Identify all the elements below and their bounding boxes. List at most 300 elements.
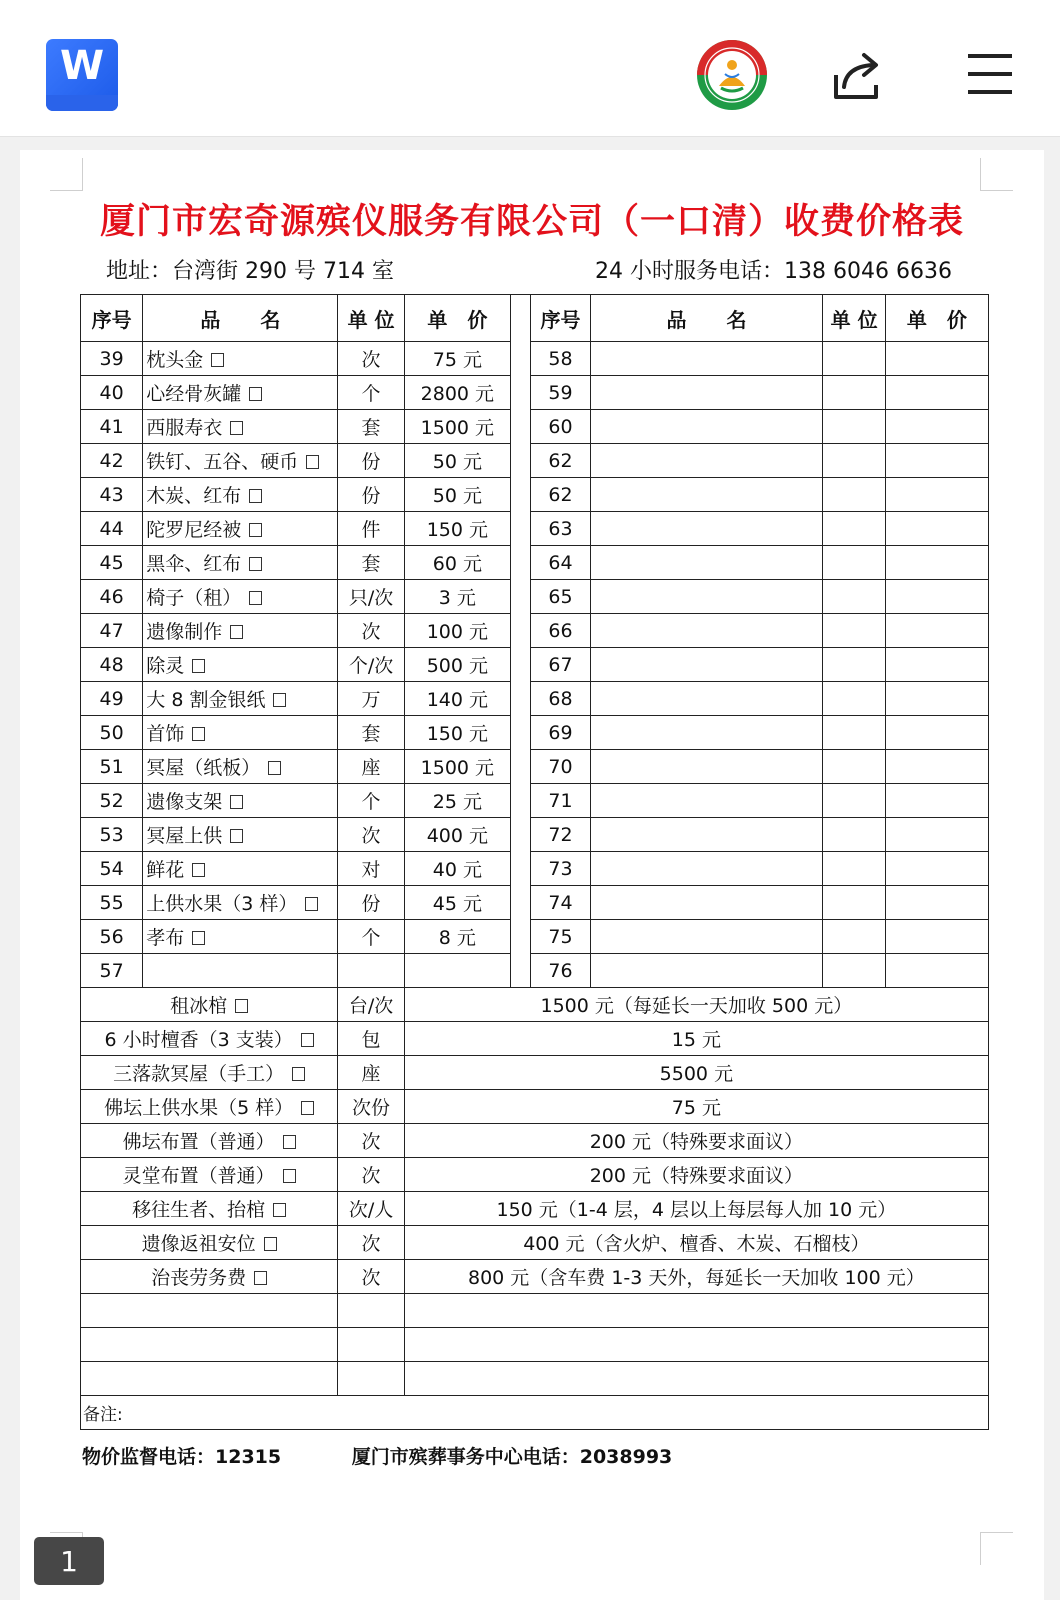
item-unit-right <box>823 478 885 512</box>
item-unit: 套 <box>338 716 404 750</box>
item-price-right <box>885 614 988 648</box>
company-address: 地址：台湾街 290 号 714 室 <box>106 259 394 284</box>
word-app-icon[interactable] <box>46 39 118 111</box>
checkbox[interactable] <box>268 761 281 775</box>
item-name: 铁钉、五谷、硬币 <box>146 451 299 473</box>
blank-cell <box>338 1294 404 1328</box>
table-row <box>81 546 989 580</box>
item-price: 60 元 <box>404 546 510 580</box>
checkbox[interactable] <box>306 455 319 469</box>
item-name-cell <box>143 614 338 648</box>
column-gap <box>510 478 530 512</box>
extra-name: 治丧劳务费 <box>151 1267 247 1289</box>
item-name-cell <box>143 478 338 512</box>
header-price: 单 价 <box>404 295 510 342</box>
column-gap <box>510 954 530 988</box>
item-no: 44 <box>81 512 143 546</box>
remark-label: 备注: <box>81 1396 989 1430</box>
table-row <box>81 478 989 512</box>
item-no: 57 <box>81 954 143 988</box>
blank-cell <box>81 1328 338 1362</box>
blank-row <box>81 1328 989 1362</box>
blank-cell <box>81 1294 338 1328</box>
header-name: 品 名 <box>143 295 338 342</box>
item-price: 50 元 <box>404 478 510 512</box>
table-row <box>81 1192 989 1226</box>
item-no-right: 63 <box>531 512 590 546</box>
page-corner-mark <box>980 158 1013 191</box>
item-unit-right <box>823 376 885 410</box>
price-table-wrapper <box>80 294 989 1430</box>
item-no-right: 64 <box>531 546 590 580</box>
table-row <box>81 1090 989 1124</box>
blank-row <box>81 1362 989 1396</box>
checkbox[interactable] <box>230 829 243 843</box>
item-name-cell <box>143 886 338 920</box>
item-unit: 套 <box>338 410 404 444</box>
table-row <box>81 648 989 682</box>
item-price-right <box>885 852 988 886</box>
extra-unit: 次份 <box>338 1090 404 1124</box>
item-name-right <box>590 784 823 818</box>
table-row <box>81 954 989 988</box>
item-name-right <box>590 648 823 682</box>
item-price-right <box>885 444 988 478</box>
extra-unit: 座 <box>338 1056 404 1090</box>
table-row <box>81 444 989 478</box>
item-no-right: 70 <box>531 750 590 784</box>
item-no-right: 65 <box>531 580 590 614</box>
checkbox[interactable] <box>235 999 248 1013</box>
blank-cell <box>338 1362 404 1396</box>
column-gap <box>510 512 530 546</box>
item-price-right <box>885 342 988 376</box>
table-row <box>81 750 989 784</box>
item-unit: 只/次 <box>338 580 404 614</box>
item-no-right: 62 <box>531 478 590 512</box>
item-unit: 座 <box>338 750 404 784</box>
extra-price: 800 元（含车费 1-3 天外，每延长一天加收 100 元） <box>404 1260 988 1294</box>
item-name-cell <box>143 410 338 444</box>
item-name-right <box>590 818 823 852</box>
item-unit: 次 <box>338 342 404 376</box>
table-row <box>81 512 989 546</box>
item-unit-right <box>823 342 885 376</box>
item-name: 首饰 <box>146 723 185 745</box>
item-price-right <box>885 376 988 410</box>
extra-name-cell <box>81 1056 338 1090</box>
item-no: 45 <box>81 546 143 580</box>
column-gap <box>510 410 530 444</box>
checkbox[interactable] <box>192 931 205 945</box>
item-name-cell <box>143 920 338 954</box>
item-no: 48 <box>81 648 143 682</box>
item-name-cell <box>143 580 338 614</box>
item-name-cell <box>143 682 338 716</box>
item-price-right <box>885 648 988 682</box>
checkbox[interactable] <box>273 1203 286 1217</box>
table-row <box>81 1022 989 1056</box>
extra-price: 75 元 <box>404 1090 988 1124</box>
extra-name: 佛坛布置（普通） <box>122 1131 275 1153</box>
item-name: 心经骨灰罐 <box>146 383 242 405</box>
item-no: 41 <box>81 410 143 444</box>
service-phone: 24 小时服务电话：138 6046 6636 <box>595 259 952 284</box>
item-name-right <box>590 920 823 954</box>
column-gap <box>510 580 530 614</box>
document-page[interactable] <box>20 150 1044 1600</box>
item-no-right: 68 <box>531 682 590 716</box>
blank-cell <box>338 1328 404 1362</box>
item-no: 46 <box>81 580 143 614</box>
column-gap <box>510 614 530 648</box>
item-price: 3 元 <box>404 580 510 614</box>
checkbox[interactable] <box>283 1135 296 1149</box>
extra-name-cell <box>81 1158 338 1192</box>
item-price-right <box>885 580 988 614</box>
item-price-right <box>885 682 988 716</box>
checkbox[interactable] <box>249 523 262 537</box>
item-unit: 个 <box>338 920 404 954</box>
item-no: 39 <box>81 342 143 376</box>
checkbox[interactable] <box>192 659 205 673</box>
item-price: 100 元 <box>404 614 510 648</box>
item-unit-right <box>823 716 885 750</box>
item-name: 除灵 <box>146 655 185 677</box>
checkbox[interactable] <box>254 1271 267 1285</box>
item-unit-right <box>823 614 885 648</box>
extra-unit: 包 <box>338 1022 404 1056</box>
item-no: 42 <box>81 444 143 478</box>
checkbox[interactable] <box>249 591 262 605</box>
item-name: 西服寿衣 <box>146 417 223 439</box>
checkbox[interactable] <box>230 625 243 639</box>
item-name: 冥屋（纸板） <box>146 757 261 779</box>
column-gap <box>510 648 530 682</box>
item-price: 2800 元 <box>404 376 510 410</box>
item-name: 枕头金 <box>146 349 204 371</box>
price-hotline: 物价监督电话：12315 <box>82 1446 282 1468</box>
column-gap <box>510 444 530 478</box>
item-unit-right <box>823 546 885 580</box>
item-no-right: 69 <box>531 716 590 750</box>
item-name-right <box>590 614 823 648</box>
item-no: 43 <box>81 478 143 512</box>
item-unit: 件 <box>338 512 404 546</box>
checkbox[interactable] <box>249 387 262 401</box>
page-corner-mark <box>980 1532 1013 1565</box>
item-no: 49 <box>81 682 143 716</box>
item-price: 40 元 <box>404 852 510 886</box>
header-gap <box>510 295 530 342</box>
checkbox[interactable] <box>305 897 318 911</box>
extra-name: 移往生者、抬棺 <box>132 1199 266 1221</box>
item-name: 大 8 割金银纸 <box>146 689 266 711</box>
item-no-right: 67 <box>531 648 590 682</box>
item-price-right <box>885 716 988 750</box>
item-price: 140 元 <box>404 682 510 716</box>
extra-price: 400 元（含火炉、檀香、木炭、石榴枝） <box>404 1226 988 1260</box>
column-gap <box>510 716 530 750</box>
item-no: 54 <box>81 852 143 886</box>
item-price: 150 元 <box>404 716 510 750</box>
item-no: 50 <box>81 716 143 750</box>
item-no-right: 71 <box>531 784 590 818</box>
item-no: 51 <box>81 750 143 784</box>
funeral-center-phone: 厦门市殡葬事务中心电话：2038993 <box>351 1446 673 1468</box>
item-no-right: 74 <box>531 886 590 920</box>
blank-row <box>81 1294 989 1328</box>
item-name: 冥屋上供 <box>146 825 223 847</box>
checkbox[interactable] <box>301 1033 314 1047</box>
item-name-cell <box>143 648 338 682</box>
item-name-cell <box>143 376 338 410</box>
item-name: 木炭、红布 <box>146 485 242 507</box>
blank-cell <box>404 1294 988 1328</box>
checkbox[interactable] <box>264 1237 277 1251</box>
item-name-right <box>590 852 823 886</box>
item-no-right: 59 <box>531 376 590 410</box>
extra-name-cell <box>81 1260 338 1294</box>
extra-unit: 次 <box>338 1158 404 1192</box>
item-unit-right <box>823 580 885 614</box>
header-no: 序号 <box>81 295 143 342</box>
menu-icon[interactable] <box>966 50 1014 98</box>
share-icon[interactable] <box>830 47 886 103</box>
price-table <box>80 294 989 1430</box>
item-price-right <box>885 478 988 512</box>
item-name-cell <box>143 818 338 852</box>
item-name-right <box>590 546 823 580</box>
item-price: 1500 元 <box>404 410 510 444</box>
item-name-right <box>590 682 823 716</box>
header-unit-right: 单 位 <box>823 295 885 342</box>
item-price: 25 元 <box>404 784 510 818</box>
item-unit-right <box>823 852 885 886</box>
extra-price: 200 元（特殊要求面议） <box>404 1124 988 1158</box>
column-gap <box>510 750 530 784</box>
checkbox[interactable] <box>192 863 205 877</box>
item-name: 陀罗尼经被 <box>146 519 242 541</box>
item-price-right <box>885 410 988 444</box>
item-no: 55 <box>81 886 143 920</box>
page-number-badge[interactable]: 1 <box>34 1537 104 1585</box>
table-row <box>81 886 989 920</box>
table-row <box>81 818 989 852</box>
extra-price: 1500 元（每延长一天加收 500 元） <box>404 988 988 1022</box>
item-unit-right <box>823 920 885 954</box>
table-row <box>81 342 989 376</box>
item-price: 50 元 <box>404 444 510 478</box>
item-unit-right <box>823 954 885 988</box>
item-unit-right <box>823 512 885 546</box>
column-gap <box>510 818 530 852</box>
item-unit: 个/次 <box>338 648 404 682</box>
header-no-right: 序号 <box>531 295 590 342</box>
item-unit: 次 <box>338 614 404 648</box>
extra-name-cell <box>81 1192 338 1226</box>
item-name-cell <box>143 342 338 376</box>
column-gap <box>510 546 530 580</box>
item-price-right <box>885 546 988 580</box>
extra-name: 佛坛上供水果（5 样） <box>104 1097 294 1119</box>
item-price: 45 元 <box>404 886 510 920</box>
item-no-right: 66 <box>531 614 590 648</box>
table-row <box>81 988 989 1022</box>
item-no-right: 73 <box>531 852 590 886</box>
document-title: 厦门市宏奇源殡仪服务有限公司（一口清）收费价格表 <box>99 202 964 242</box>
extra-name: 6 小时檀香（3 支装） <box>104 1029 293 1051</box>
table-row <box>81 852 989 886</box>
item-price: 8 元 <box>404 920 510 954</box>
item-price: 400 元 <box>404 818 510 852</box>
header-unit: 单 位 <box>338 295 404 342</box>
item-price-right <box>885 954 988 988</box>
checkbox[interactable] <box>230 421 243 435</box>
item-name: 孝布 <box>146 927 185 949</box>
extra-unit: 次 <box>338 1260 404 1294</box>
item-unit: 份 <box>338 444 404 478</box>
checkbox[interactable] <box>249 489 262 503</box>
item-unit-right <box>823 648 885 682</box>
item-name-cell <box>143 784 338 818</box>
extra-price: 150 元（1-4 层，4 层以上每层每人加 10 元） <box>404 1192 988 1226</box>
blank-cell <box>404 1362 988 1396</box>
item-unit: 套 <box>338 546 404 580</box>
item-price: 75 元 <box>404 342 510 376</box>
extra-price: 5500 元 <box>404 1056 988 1090</box>
checkbox[interactable] <box>273 693 286 707</box>
column-gap <box>510 784 530 818</box>
item-unit-right <box>823 444 885 478</box>
item-name-right <box>590 512 823 546</box>
extra-name: 租冰棺 <box>170 995 228 1017</box>
checkbox[interactable] <box>292 1067 305 1081</box>
footer-contacts <box>82 1442 672 1469</box>
item-name-right <box>590 954 823 988</box>
item-name: 上供水果（3 样） <box>146 893 298 915</box>
item-name-cell <box>143 750 338 784</box>
blank-cell <box>404 1328 988 1362</box>
item-price-right <box>885 818 988 852</box>
item-unit: 个 <box>338 784 404 818</box>
table-row <box>81 682 989 716</box>
item-no: 47 <box>81 614 143 648</box>
word-icon-letter: W <box>59 43 105 89</box>
blank-cell <box>81 1362 338 1396</box>
item-no-right: 60 <box>531 410 590 444</box>
item-name: 遗像制作 <box>146 621 223 643</box>
column-gap <box>510 342 530 376</box>
item-unit-right <box>823 784 885 818</box>
extra-name-cell <box>81 1226 338 1260</box>
column-gap <box>510 920 530 954</box>
checkbox[interactable] <box>192 727 205 741</box>
item-name-right <box>590 478 823 512</box>
item-price-right <box>885 750 988 784</box>
item-price-right <box>885 784 988 818</box>
company-logo-icon <box>695 38 769 112</box>
checkbox[interactable] <box>301 1101 314 1115</box>
table-row <box>81 1260 989 1294</box>
header-price-right: 单 价 <box>885 295 988 342</box>
extra-name: 三落款冥屋（手工） <box>113 1063 285 1085</box>
item-price-right <box>885 920 988 954</box>
remark-row <box>81 1396 989 1430</box>
checkbox[interactable] <box>283 1169 296 1183</box>
item-name-cell <box>143 444 338 478</box>
item-no: 52 <box>81 784 143 818</box>
item-unit-right <box>823 682 885 716</box>
item-unit: 份 <box>338 478 404 512</box>
item-unit-right <box>823 818 885 852</box>
item-name-right <box>590 444 823 478</box>
item-no-right: 76 <box>531 954 590 988</box>
table-row <box>81 1056 989 1090</box>
table-row <box>81 410 989 444</box>
item-name: 遗像支架 <box>146 791 223 813</box>
item-name-right <box>590 376 823 410</box>
item-name: 椅子（租） <box>146 587 242 609</box>
item-name-right <box>590 716 823 750</box>
item-price: 150 元 <box>404 512 510 546</box>
checkbox[interactable] <box>230 795 243 809</box>
table-row <box>81 920 989 954</box>
table-row <box>81 614 989 648</box>
item-name-right <box>590 410 823 444</box>
table-row <box>81 1158 989 1192</box>
item-no-right: 62 <box>531 444 590 478</box>
checkbox[interactable] <box>249 557 262 571</box>
item-unit-right <box>823 410 885 444</box>
item-price: 1500 元 <box>404 750 510 784</box>
item-price-right <box>885 512 988 546</box>
item-no: 56 <box>81 920 143 954</box>
item-name-cell <box>143 546 338 580</box>
item-unit: 万 <box>338 682 404 716</box>
word-icon-fold <box>46 95 118 111</box>
item-no-right: 72 <box>531 818 590 852</box>
checkbox[interactable] <box>211 353 224 367</box>
table-row <box>81 716 989 750</box>
extra-name-cell <box>81 1022 338 1056</box>
column-gap <box>510 852 530 886</box>
item-name-cell <box>143 852 338 886</box>
item-no-right: 58 <box>531 342 590 376</box>
page-corner-mark <box>50 158 83 191</box>
item-name: 黑伞、红布 <box>146 553 242 575</box>
table-row <box>81 1124 989 1158</box>
item-no-right: 75 <box>531 920 590 954</box>
item-name-cell <box>143 954 338 988</box>
header-name-right: 品 名 <box>590 295 823 342</box>
item-unit <box>338 954 404 988</box>
item-name-cell <box>143 716 338 750</box>
extra-unit: 次/人 <box>338 1192 404 1226</box>
item-name-cell <box>143 512 338 546</box>
item-name-right <box>590 886 823 920</box>
item-unit: 对 <box>338 852 404 886</box>
column-gap <box>510 886 530 920</box>
extra-unit: 次 <box>338 1124 404 1158</box>
item-no: 53 <box>81 818 143 852</box>
extra-unit: 台/次 <box>338 988 404 1022</box>
extra-name-cell <box>81 1124 338 1158</box>
extra-name-cell <box>81 988 338 1022</box>
column-gap <box>510 376 530 410</box>
item-unit-right <box>823 886 885 920</box>
extra-unit: 次 <box>338 1226 404 1260</box>
